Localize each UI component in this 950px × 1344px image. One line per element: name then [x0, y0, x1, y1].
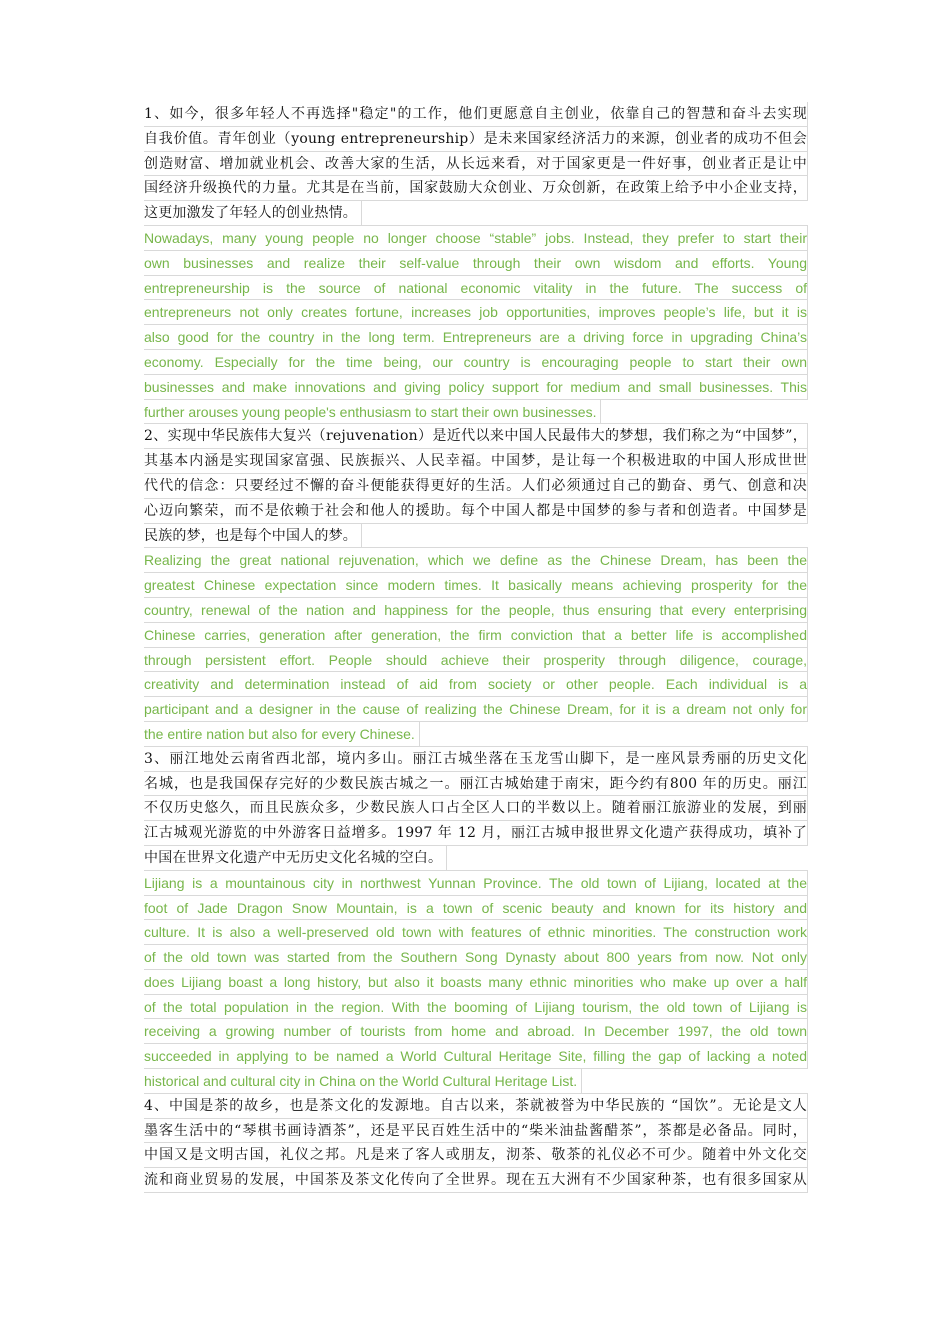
text-line: [144, 821, 808, 846]
text-line: [144, 970, 808, 995]
text-line: [144, 251, 808, 276]
line-text: foot of Jade Dragon Snow Mountain, is a town of scenic beauty and known for its history and: [144, 899, 807, 916]
text-line: [144, 846, 808, 871]
text-line: [144, 548, 808, 573]
line-text: participant and a designer in the cause of realizing the Chinese Dream, for it is a dream not only for: [144, 701, 807, 718]
text-line: [144, 772, 808, 797]
text-line: [144, 127, 808, 152]
line-text: 自我价值。青年创业（young entrepreneurship）是未来国家经济活力的来源，创业者的成功不但会: [144, 130, 807, 147]
text-line: [144, 920, 808, 945]
line-text: economy. Especially for the time being, our country is encouraging people to start their own: [144, 353, 807, 370]
text-line: [144, 201, 808, 226]
line-text: country, renewal of the nation and happiness for the people, thus ensuring that every enterprising: [144, 601, 807, 618]
text-line: [144, 896, 808, 921]
text-line: [144, 424, 808, 449]
line-text: 不仅历史悠久，而且民族众多，少数民族人口占全区人口的半数以上。随着丽江旅游业的发展，到丽: [144, 800, 807, 817]
text-line: [144, 796, 808, 821]
line-text: 代代的信念：只要经过不懈的奋斗便能获得更好的生活。人们必须通过自己的勤奋、勇气、创意和决: [144, 477, 807, 494]
text-line: [144, 499, 808, 524]
text-line: [144, 1143, 808, 1168]
text-line: [144, 573, 808, 598]
line-text: 这更加激发了年轻人的创业热情。: [144, 201, 362, 226]
line-text: own businesses and realize their self-value through their own wisdom and efforts. Young: [144, 254, 807, 271]
line-text: Nowadays, many young people no longer choose “stable” jobs. Instead, they prefer to start their: [144, 229, 807, 246]
text-line: [144, 598, 808, 623]
line-text: entrepreneurs not only creates fortune, increases job opportunities, improves people’s life, but it is: [144, 304, 807, 321]
text-line: [144, 623, 808, 648]
text-line: [144, 945, 808, 970]
line-text: greatest Chinese expectation since modern times. It basically means achieving prosperity for the: [144, 577, 807, 594]
line-text: culture. It is also a well-preserved old town with features of ethnic minorities. The construction work: [144, 924, 807, 941]
line-text: 国经济升级换代的力量。尤其是在当前，国家鼓励大众创业、万众创新，在政策上给予中小企业支持，: [144, 180, 807, 197]
english-paragraph-6: [144, 871, 808, 1094]
text-line: [144, 747, 808, 772]
line-text: Chinese carries, generation after generation, the firm conviction that a better life is accomplished: [144, 626, 807, 643]
line-text: Realizing the great national rejuvenation, which we define as the Chinese Dream, has been the: [144, 552, 807, 569]
chinese-paragraph-5: [144, 747, 808, 871]
line-text: 中国在世界文化遗产中无历史文化名城的空白。: [144, 846, 447, 871]
chinese-paragraph-7: [144, 1094, 808, 1193]
line-text: 3、丽江地处云南省西北部，境内多山。丽江古城坐落在玉龙雪山脚下，是一座风景秀丽的历史文化: [144, 750, 807, 767]
text-line: [144, 300, 808, 325]
line-text: succeeded in applying to be named a World Cultural Heritage Site, filling the gap of lacking a noted: [144, 1048, 807, 1065]
line-text: 名城，也是我国保存完好的少数民族古城之一。丽江古城始建于南宋，距今约有800 年的历史。丽江: [144, 775, 807, 792]
chinese-paragraph-1: [144, 102, 808, 226]
chinese-paragraph-3: [144, 424, 808, 548]
line-text: 江古城观光游览的中外游客日益增多。1997 年 12 月，丽江古城申报世界文化遗产获得成功，填补了: [144, 825, 807, 842]
line-text: historical and cultural city in China on the World Cultural Heritage List.: [144, 1069, 582, 1094]
line-text: 流和商业贸易的发展，中国茶及茶文化传向了全世界。现在五大洲有不少国家种茶，也有很多国家从: [144, 1172, 807, 1189]
text-line: [144, 152, 808, 177]
line-text: 墨客生活中的“琴棋书画诗酒茶”，还是平民百姓生活中的“柴米油盐酱醋茶”，茶都是必备品。同时，: [144, 1122, 807, 1139]
line-text: businesses and make innovations and giving policy support for medium and small businesses. This: [144, 378, 807, 395]
line-text: 中国又是文明古国，礼仪之邦。凡是来了客人或朋友，沏茶、敬茶的礼仪必不可少。随着中外文化交: [144, 1147, 807, 1164]
text-line: [144, 1168, 808, 1193]
line-text: receiving a growing number of tourists from home and abroad. In December 1997, the old town: [144, 1023, 807, 1040]
text-line: [144, 400, 808, 425]
text-line: [144, 672, 808, 697]
line-text: 2、实现中华民族伟大复兴（rejuvenation）是近代以来中国人民最伟大的梦想，我们称之为“中国梦”，: [144, 428, 807, 445]
line-text: also good for the country in the long term. Entrepreneurs are a driving force in upgrading China’s: [144, 329, 807, 346]
line-text: of the total population in the region. With the booming of Lijiang tourism, the old town of Lijiang is: [144, 998, 807, 1015]
line-text: does Lijiang boast a long history, but also it boasts many ethnic minorities who make up over a half: [144, 973, 807, 990]
text-line: [144, 995, 808, 1020]
text-line: [144, 1094, 808, 1119]
text-line: [144, 176, 808, 201]
line-text: 创造财富、增加就业机会、改善大家的生活，从长远来看，对于国家更是一件好事，创业者正是让中: [144, 155, 807, 172]
line-text: 民族的梦，也是每个中国人的梦。: [144, 524, 362, 549]
line-text: the entire nation but also for every Chinese.: [144, 722, 420, 747]
text-line: [144, 325, 808, 350]
text-line: [144, 375, 808, 400]
english-paragraph-4: [144, 548, 808, 746]
line-text: creativity and determination instead of aid from society or other people. Each individual is a: [144, 676, 807, 693]
english-paragraph-2: [144, 226, 808, 424]
text-line: [144, 697, 808, 722]
line-text: of the old town was started from the Southern Song Dynasty about 800 years from now. Not only: [144, 949, 807, 966]
line-text: further arouses young people's enthusiasm to start their own businesses.: [144, 400, 601, 425]
document-page: [144, 102, 808, 1193]
text-line: [144, 524, 808, 549]
text-line: [144, 1019, 808, 1044]
line-text: Lijiang is a mountainous city in northwest Yunnan Province. The old town of Lijiang, located at the: [144, 874, 807, 891]
text-line: [144, 1119, 808, 1144]
line-text: through persistent effort. People should achieve their prosperity through diligence, courage,: [144, 651, 807, 668]
text-line: [144, 1069, 808, 1094]
text-line: [144, 722, 808, 747]
text-line: [144, 1044, 808, 1069]
text-line: [144, 226, 808, 251]
text-line: [144, 474, 808, 499]
text-line: [144, 449, 808, 474]
text-line: [144, 276, 808, 301]
line-text: 心迈向繁荣，而不是依赖于社会和他人的援助。每个中国人都是中国梦的参与者和创造者。中国梦是: [144, 502, 807, 519]
line-text: 其基本内涵是实现国家富强、民族振兴、人民幸福。中国梦，是让每一个积极进取的中国人形成世世: [144, 453, 807, 470]
text-line: [144, 871, 808, 896]
text-line: [144, 102, 808, 127]
text-line: [144, 350, 808, 375]
line-text: 1、如今，很多年轻人不再选择"稳定"的工作，他们更愿意自主创业，依靠自己的智慧和奋斗去实现: [144, 106, 807, 122]
line-text: entrepreneurship is the source of national economic vitality in the future. The success of: [144, 279, 807, 296]
text-line: [144, 648, 808, 673]
line-text: 4、中国是茶的故乡，也是茶文化的发源地。自古以来，茶就被誉为中华民族的 “国饮”。无论是文人: [144, 1097, 807, 1114]
